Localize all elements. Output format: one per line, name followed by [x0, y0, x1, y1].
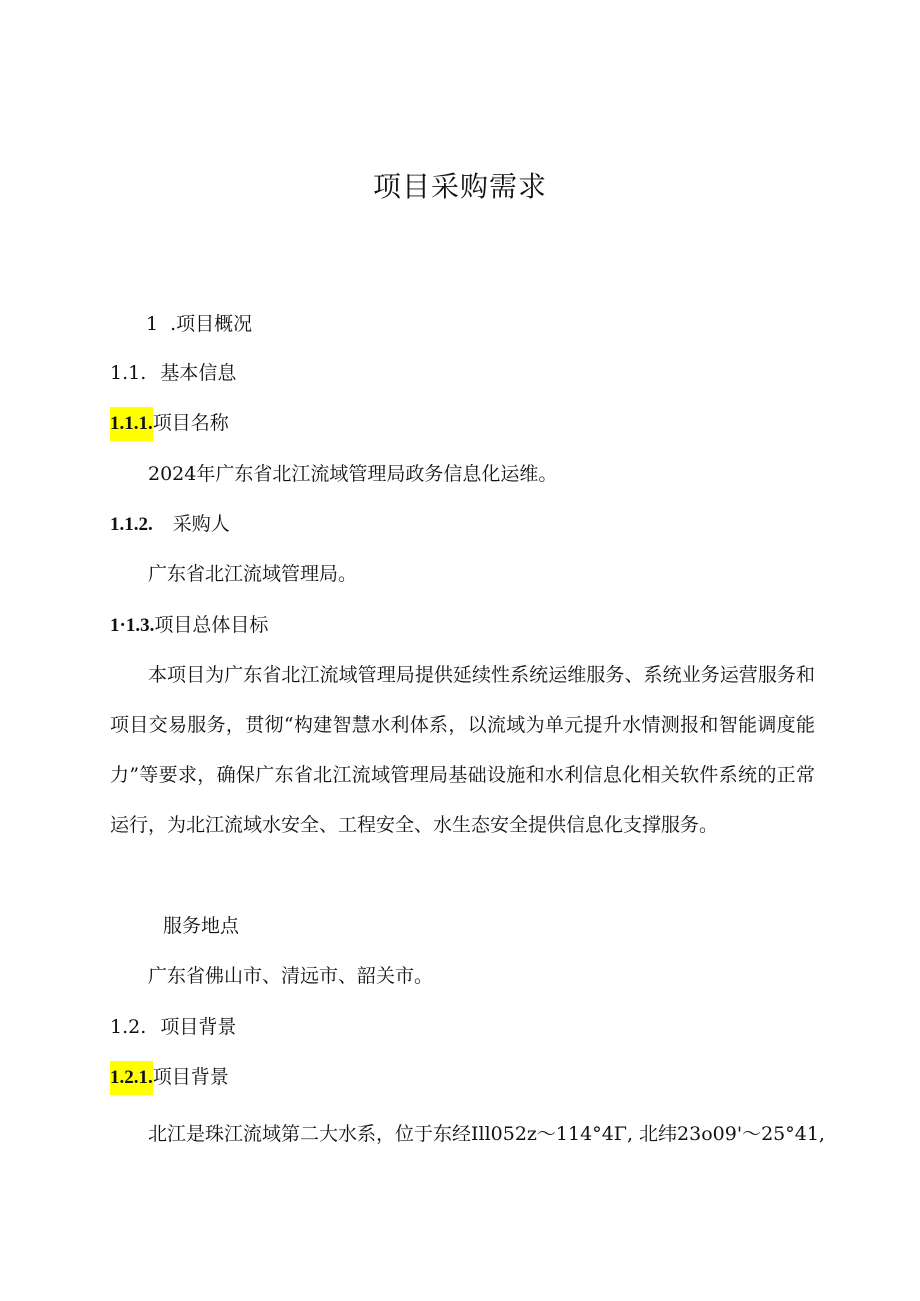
heading-text: 基本信息 [160, 362, 237, 384]
paragraph-project-name: 2024年广东省北江流域管理局政务信息化运维。 [148, 463, 558, 485]
heading-section-1-2-1 [110, 1060, 229, 1095]
document-title: 项目采购需求 [372, 170, 547, 203]
heading-number: 1.2. [110, 1016, 147, 1038]
heading-section-1-1-3 [110, 612, 268, 639]
heading-section-1-1-2 [110, 511, 230, 538]
heading-section-1-2 [110, 1014, 236, 1040]
heading-text: 项目总体目标 [154, 614, 269, 636]
heading-text: 项目背景 [160, 1016, 237, 1038]
heading-section-1-1-1 [110, 406, 229, 441]
heading-number: 1·1.3. [110, 615, 155, 636]
heading-text: 项目背景 [152, 1066, 229, 1088]
heading-number: 1 [146, 313, 159, 335]
heading-section-1-1 [110, 360, 236, 386]
heading-text: 项目名称 [152, 412, 229, 434]
heading-service-location: 服务地点 [163, 915, 240, 937]
heading-number-highlighted: 1.1.1. [110, 407, 153, 441]
paragraph-background: 北江是珠江流域第二大水系，位于东经Ill052z～114°4Γ, 北纬23o09'～25°41, [148, 1123, 825, 1145]
heading-text: .项目概况 [170, 313, 253, 335]
heading-number-highlighted: 1.2.1. [110, 1061, 153, 1095]
heading-number: 1.1. [110, 362, 147, 384]
paragraph-overall-goal: 本项目为广东省北江流域管理局提供延续性系统运维服务、系统业务运营服务和项目交易服务，贯彻“构建智慧水利体系，以流域为单元提升水情测报和智能调度能力”等要求，确保广东省北江流域管理局基础设施和水利信息化相关软件系统的正常运行，为北江流域水安全、工程安全、水生态安全提供信息化支撑服务。 [110, 664, 815, 836]
paragraph-service-location: 广东省佛山市、清远市、韶关市。 [148, 965, 434, 987]
heading-number: 1.1.2. [110, 514, 153, 535]
heading-text: 采购人 [172, 513, 230, 535]
heading-section-1 [146, 311, 252, 337]
paragraph-purchaser: 广东省北江流域管理局。 [148, 563, 358, 585]
